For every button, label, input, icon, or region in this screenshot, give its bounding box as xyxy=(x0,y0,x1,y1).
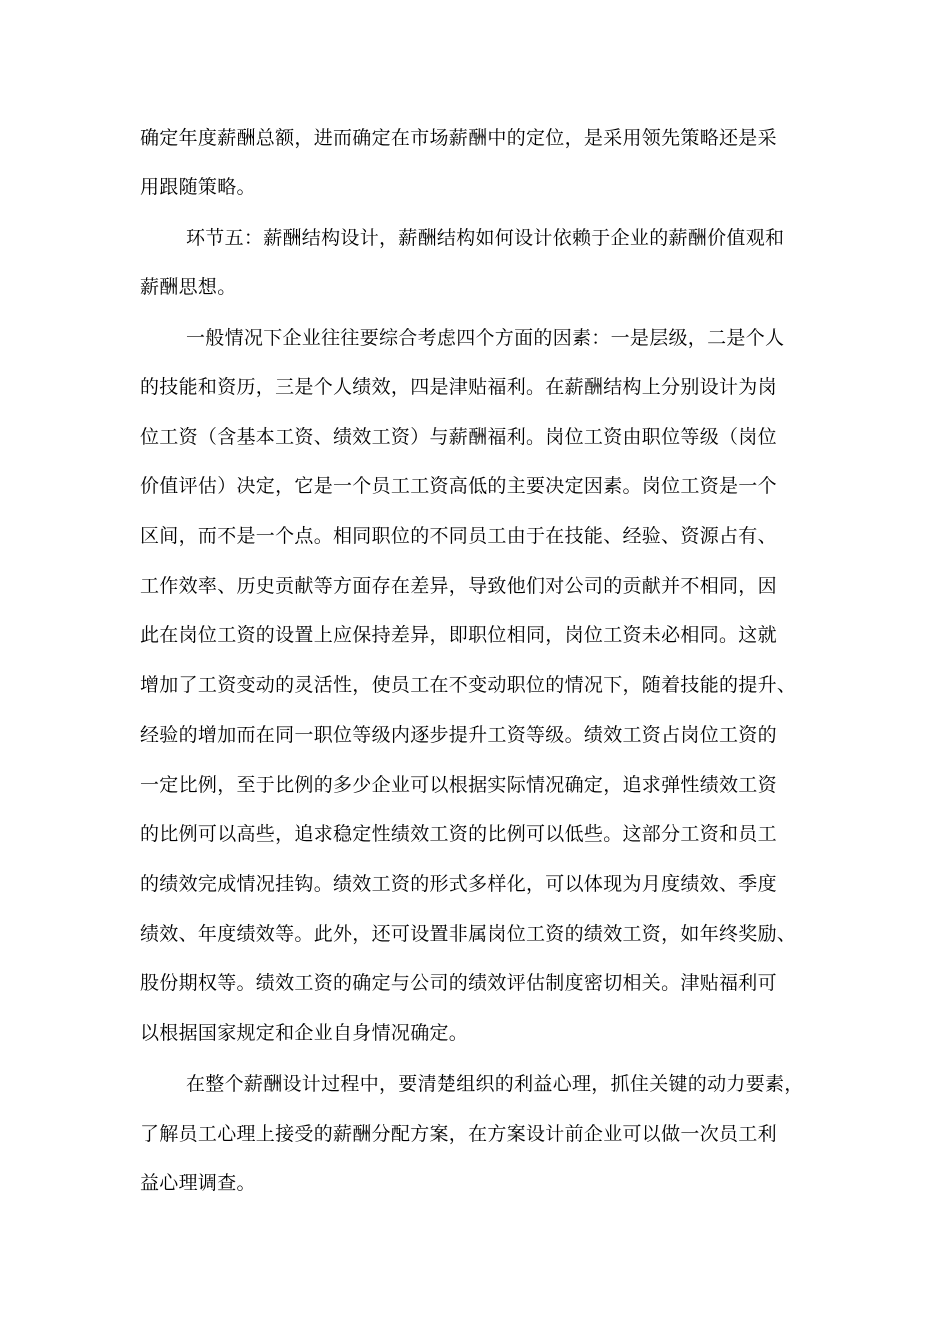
text-line: 股份期权等。绩效工资的确定与公司的绩效评估制度密切相关。津贴福利可 xyxy=(140,972,777,994)
text-line: 的比例可以高些，追求稳定性绩效工资的比例可以低些。这部分工资和员工 xyxy=(140,823,777,845)
text-line: 的技能和资历，三是个人绩效，四是津贴福利。在薪酬结构上分别设计为岗 xyxy=(140,376,777,398)
text-line: 一定比例，至于比例的多少企业可以根据实际情况确定，追求弹性绩效工资 xyxy=(140,774,777,796)
text-line: 在整个薪酬设计过程中，要清楚组织的利益心理，抓住关键的动力要素， xyxy=(186,1073,804,1095)
text-line: 绩效、年度绩效等。此外，还可设置非属岗位工资的绩效工资，如年终奖励、 xyxy=(140,923,797,945)
text-line: 一般情况下企业往往要综合考虑四个方面的因素：一是层级，二是个人 xyxy=(186,327,785,349)
text-line: 环节五：薪酬结构设计，薪酬结构如何设计依赖于企业的薪酬价值观和 xyxy=(186,227,785,249)
text-line: 区间，而不是一个点。相同职位的不同员工由于在技能、经验、资源占有、 xyxy=(140,525,777,547)
text-line: 了解员工心理上接受的薪酬分配方案，在方案设计前企业可以做一次员工利 xyxy=(140,1123,777,1145)
text-line: 价值评估）决定，它是一个员工工资高低的主要决定因素。岗位工资是一个 xyxy=(140,475,777,497)
text-line: 益心理调查。 xyxy=(140,1172,256,1194)
text-line: 经验的增加而在同一职位等级内逐步提升工资等级。绩效工资占岗位工资的 xyxy=(140,724,777,746)
text-line: 增加了工资变动的灵活性，使员工在不变动职位的情况下，随着技能的提升、 xyxy=(140,674,797,696)
text-line: 工作效率、历史贡献等方面存在差异，导致他们对公司的贡献并不相同，因 xyxy=(140,575,777,597)
text-line: 用跟随策略。 xyxy=(140,176,256,198)
text-line: 确定年度薪酬总额，进而确定在市场薪酬中的定位，是采用领先策略还是采 xyxy=(140,127,777,149)
text-line: 位工资（含基本工资、绩效工资）与薪酬福利。岗位工资由职位等级（岗位 xyxy=(140,426,777,448)
text-line: 的绩效完成情况挂钩。绩效工资的形式多样化，可以体现为月度绩效、季度 xyxy=(140,873,777,895)
text-line: 以根据国家规定和企业自身情况确定。 xyxy=(140,1022,469,1044)
text-line: 薪酬思想。 xyxy=(140,276,237,298)
text-line: 此在岗位工资的设置上应保持差异，即职位相同，岗位工资未必相同。这就 xyxy=(140,624,777,646)
